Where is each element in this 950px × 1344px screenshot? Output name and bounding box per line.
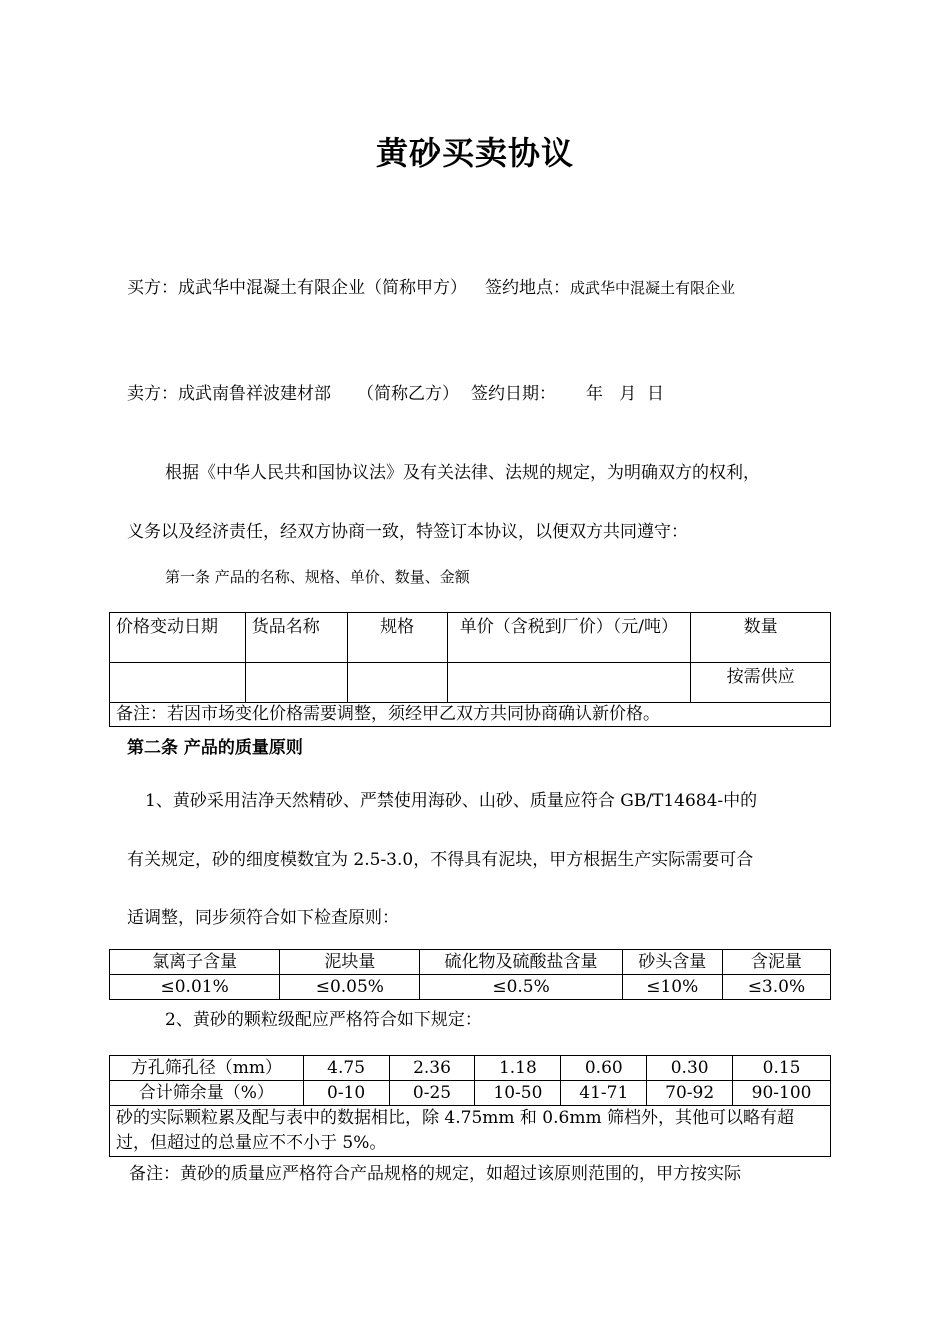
grading-cell: 4.75 xyxy=(303,1056,389,1081)
price-table-cell xyxy=(245,663,347,703)
price-table-row xyxy=(110,663,831,703)
price-table-note: 备注：若因市场变化价格需要调整，须经甲乙双方共同协商确认新价格。 xyxy=(110,703,831,727)
grading-cell: 10-50 xyxy=(475,1081,561,1106)
grading-row-label: 合计筛余量（%） xyxy=(110,1081,304,1106)
grading-table-note: 砂的实际颗粒累及配与表中的数据相比，除 4.75mm 和 0.6mm 筛档外，其他可以略有超过，但超过的总量应不不小于 5%。 xyxy=(110,1106,831,1157)
price-table-cell xyxy=(110,663,246,703)
quality-line-1: 1、黄砂采用洁净天然精砂、严禁使用海砂、山砂、质量应符合 GB/T14684-中的 xyxy=(145,791,758,811)
price-table-cell xyxy=(347,663,447,703)
intro-line-2: 义务以及经济责任，经双方协商一致，特签订本协议，以便双方共同遵守： xyxy=(127,522,688,542)
price-table-header: 数量 xyxy=(691,613,831,663)
price-table-cell: 按需供应 xyxy=(691,663,831,703)
price-table-header-row xyxy=(110,613,831,663)
check-table-header: 砂头含量 xyxy=(622,950,722,975)
price-table-header: 价格变动日期 xyxy=(110,613,246,663)
grading-cell: 0.15 xyxy=(733,1056,831,1081)
buyer-line xyxy=(127,273,735,298)
intro-line-1: 根据《中华人民共和国协议法》及有关法律、法规的规定，为明确双方的权利， xyxy=(165,463,760,483)
price-table-header: 规格 xyxy=(347,613,447,663)
check-table-header: 氯离子含量 xyxy=(110,950,280,975)
buyer-label: 买方： xyxy=(127,278,178,298)
buyer-name: 成武华中混凝土有限企业（简称甲方） xyxy=(178,278,467,298)
grading-table-row xyxy=(110,1056,831,1081)
grading-cell: 41-71 xyxy=(561,1081,647,1106)
grading-cell: 0.30 xyxy=(647,1056,733,1081)
grading-cell: 90-100 xyxy=(733,1081,831,1106)
sign-date: 年 月 日 xyxy=(586,384,665,404)
check-standard-table xyxy=(109,949,831,1000)
grading-row-label: 方孔筛孔径（mm） xyxy=(110,1056,304,1081)
grading-table-row xyxy=(110,1081,831,1106)
document-title: 黄砂买卖协议 xyxy=(375,134,574,172)
price-table xyxy=(109,612,831,727)
seller-name: 成武南鲁祥波建材部 xyxy=(178,384,331,404)
seller-label: 卖方： xyxy=(127,384,178,404)
check-table-header: 含泥量 xyxy=(722,950,830,975)
check-table-value: ≤3.0% xyxy=(722,975,830,1000)
article2-heading: 第二条 产品的质量原则 xyxy=(127,738,303,758)
grading-table-note-row xyxy=(110,1106,831,1157)
quality-remark: 备注：黄砂的质量应严格符合产品规格的规定，如超过该原则范围的，甲方按实际 xyxy=(129,1164,741,1184)
grading-table xyxy=(109,1055,831,1157)
check-table-value: ≤0.05% xyxy=(280,975,420,1000)
price-table-note-row xyxy=(110,703,831,727)
price-table-header: 单价（含税到厂价）（元/吨） xyxy=(447,613,691,663)
check-table-value: ≤0.01% xyxy=(110,975,280,1000)
seller-line xyxy=(127,379,664,404)
grading-cell: 2.36 xyxy=(389,1056,475,1081)
sign-date-label: 签约日期： xyxy=(471,384,556,404)
quality-line-3: 适调整，同步须符合如下检查原则： xyxy=(127,908,399,928)
quality-line-2: 有关规定，砂的细度模数宜为 2.5-3.0，不得具有泥块，甲方根据生产实际需要可合 xyxy=(127,850,754,870)
check-table-header: 泥块量 xyxy=(280,950,420,975)
article1-heading: 第一条 产品的名称、规格、单价、数量、金额 xyxy=(165,568,470,586)
grading-cell: 0-25 xyxy=(389,1081,475,1106)
check-table-value: ≤0.5% xyxy=(420,975,622,1000)
grading-cell: 0-10 xyxy=(303,1081,389,1106)
price-table-cell xyxy=(447,663,691,703)
check-table-header: 硫化物及硫酸盐含量 xyxy=(420,950,622,975)
grading-cell: 0.60 xyxy=(561,1056,647,1081)
sign-place: 成武华中混凝土有限企业 xyxy=(570,279,736,297)
sign-place-label: 签约地点： xyxy=(485,278,570,298)
grading-heading: 2、黄砂的颗粒级配应严格符合如下规定： xyxy=(165,1010,482,1030)
grading-cell: 1.18 xyxy=(475,1056,561,1081)
grading-cell: 70-92 xyxy=(647,1081,733,1106)
price-table-header: 货品名称 xyxy=(245,613,347,663)
seller-short: （简称乙方） xyxy=(357,384,459,404)
check-table-value-row xyxy=(110,975,831,1000)
check-table-value: ≤10% xyxy=(622,975,722,1000)
check-table-header-row xyxy=(110,950,831,975)
